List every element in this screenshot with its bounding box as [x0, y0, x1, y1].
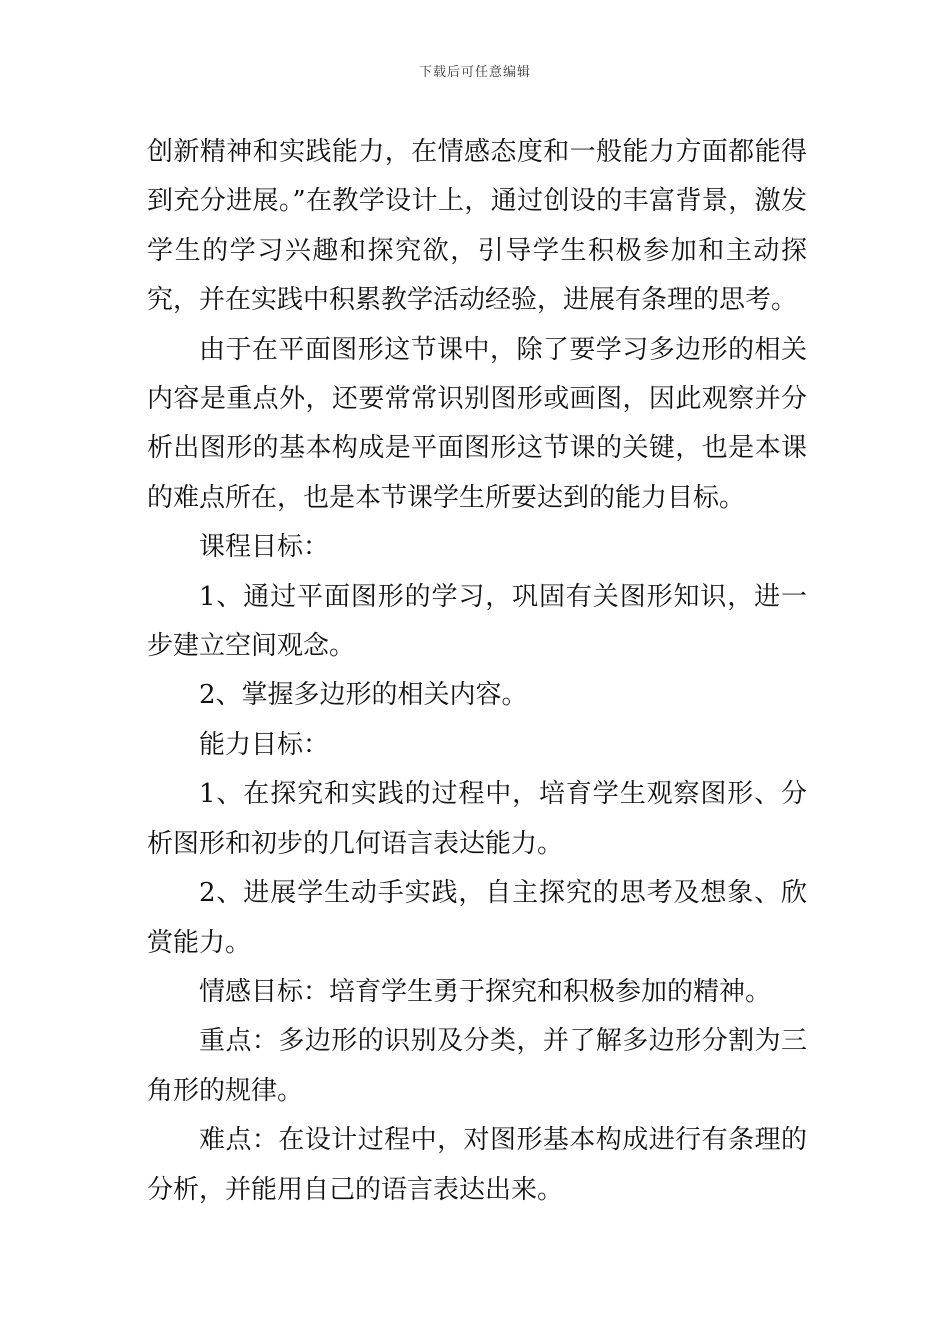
paragraph-key-point-analysis: 由于在平面图形这节课中，除了要学习多边形的相关内容是重点外，还要常常识别图形或画图，因此观察并分析出图形的基本构成是平面图形这节课的关键，也是本课的难点所在，也是本节课学生所要达到的能力目标。	[147, 334, 807, 513]
emotion-goal: 情感目标：培育学生勇于探究和积极参加的精神。	[199, 976, 772, 1007]
key-point: 重点：多边形的识别及分类，并了解多边形分割为三角形的规律。	[147, 1026, 807, 1106]
ability-goal-item-2: 2、进展学生动手实践，自主探究的思考及想象、欣赏能力。	[147, 878, 807, 958]
document-body	[147, 128, 807, 1215]
paragraph-continuation: 创新精神和实践能力，在情感态度和一般能力方面都能得到充分进展。”在教学设计上，通过创设的丰富背景，激发学生的学习兴趣和探究欲，引导学生积极参加和主动探究，并在实践中积累教学活动经验，进展有条理的思考。	[147, 137, 807, 316]
heading-ability-goals: 能力目标：	[199, 729, 330, 760]
difficult-point: 难点：在设计过程中，对图形基本构成进行有条理的分析，并能用自己的语言表达出来。	[147, 1125, 807, 1205]
page-header: 下载后可任意编辑	[418, 65, 531, 80]
course-goal-item-2: 2、掌握多边形的相关内容。	[199, 680, 528, 711]
heading-course-goals: 课程目标：	[199, 532, 330, 563]
course-goal-item-1: 1、通过平面图形的学习，巩固有关图形知识，进一步建立空间观念。	[147, 581, 807, 662]
ability-goal-item-1: 1、在探究和实践的过程中，培育学生观察图形、分析图形和初步的几何语言表达能力。	[147, 779, 807, 859]
